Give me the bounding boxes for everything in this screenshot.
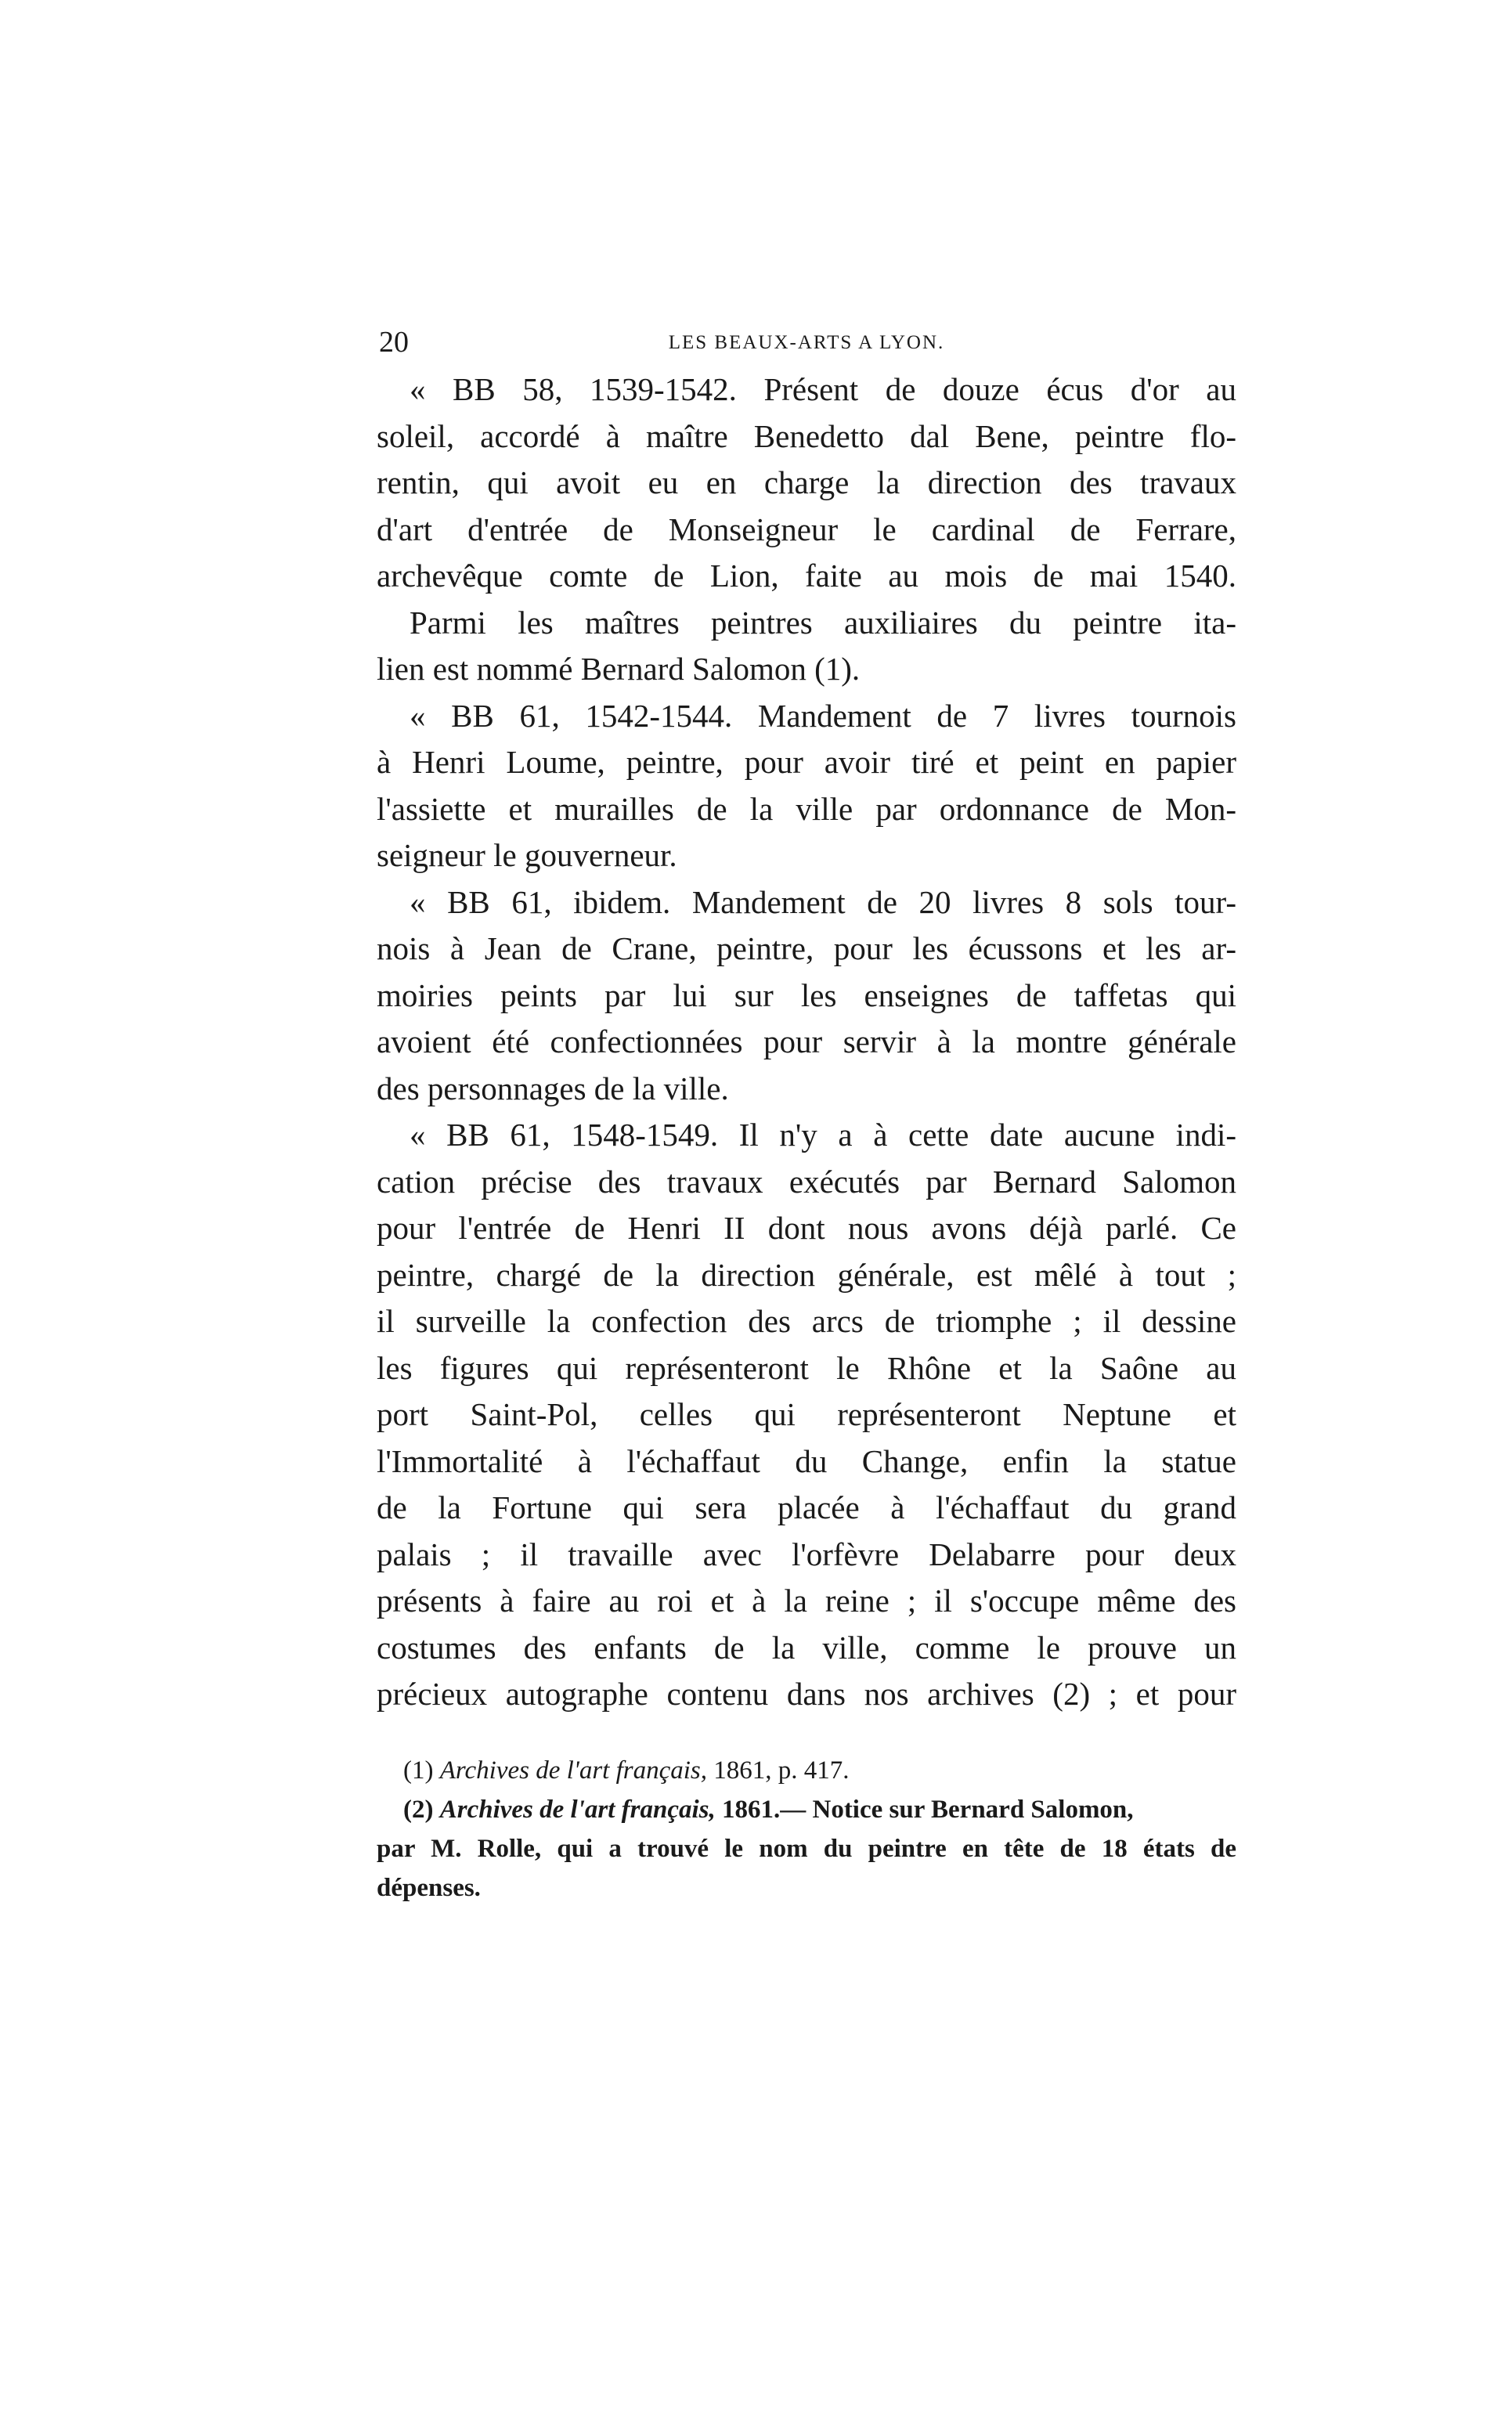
footnote-2-continuation: dépenses. (377, 1874, 481, 1902)
footnote-source-title: Archives de l'art français, (439, 1796, 716, 1824)
footnotes (377, 1751, 1236, 1908)
body-text (377, 366, 1236, 1718)
text-line: nois à Jean de Crane, peintre, pour les écussons et les ar- (377, 930, 1236, 966)
text-line: d'art d'entrée de Monseigneur le cardinal de Ferrare, (377, 511, 1236, 547)
text-line: rentin, qui avoit eu en charge la direction des travaux (377, 464, 1236, 500)
text-line: les figures qui représenteront le Rhône et la Saône au (377, 1349, 1236, 1386)
text-line: palais ; il travaille avec l'orfèvre Delabarre pour deux (377, 1536, 1236, 1572)
footnote-2 (377, 1790, 1236, 1829)
text-line: peintre, chargé de la direction générale, est mêlé à tout ; (377, 1256, 1236, 1293)
footnote-marker: (2) (403, 1796, 434, 1824)
text-line: présents à faire au roi et à la reine ; il s'occupe même des (377, 1583, 1236, 1619)
text-line: précieux autographe contenu dans nos archives (2) ; et pour (377, 1676, 1236, 1712)
footnote-source-title: Archives de l'art français, (439, 1756, 708, 1785)
text-line: « BB 61, 1542-1544. Mandement de 7 livres tournois (410, 697, 1236, 734)
running-title: LES BEAUX-ARTS A LYON. (668, 332, 945, 353)
page-header (379, 323, 1234, 362)
footnote-marker: (1) (403, 1756, 434, 1785)
text-line: seigneur le gouverneur. (377, 837, 677, 873)
text-line: « BB 58, 1539-1542. Présent de douze écus d'or au (410, 371, 1236, 407)
text-line: des personnages de la ville. (377, 1070, 729, 1106)
footnote-text: 1861.— Notice sur Bernard Salomon, (721, 1796, 1134, 1824)
footnote-1 (377, 1751, 1236, 1790)
text-line: pour l'entrée de Henri II dont nous avons déjà parlé. Ce (377, 1210, 1236, 1246)
page-number: 20 (379, 326, 409, 359)
text-line: port Saint-Pol, celles qui représenteront Neptune et (377, 1396, 1236, 1432)
footnote-2-continuation: par M. Rolle, qui a trouvé le nom du peintre en tête de 18 états de (377, 1835, 1236, 1863)
text-line: moiries peints par lui sur les enseignes de taffetas qui (377, 976, 1236, 1013)
footnote-text: 1861, p. 417. (713, 1756, 850, 1785)
text-line: soleil, accordé à maître Benedetto dal Bene, peintre flo- (377, 417, 1236, 454)
text-line: l'Immortalité à l'échaffaut du Change, enfin la statue (377, 1442, 1236, 1479)
text-line: cation précise des travaux exécutés par Bernard Salomon (377, 1163, 1236, 1200)
text-line: avoient été confectionnées pour servir à la montre générale (377, 1023, 1236, 1059)
text-line: « BB 61, 1548-1549. Il n'y a à cette date aucune indi- (410, 1117, 1236, 1153)
text-line: de la Fortune qui sera placée à l'échaffaut du grand (377, 1489, 1236, 1525)
text-line: lien est nommé Bernard Salomon (1). (377, 651, 861, 687)
text-line: il surveille la confection des arcs de triomphe ; il dessine (377, 1303, 1236, 1339)
text-line: costumes des enfants de la ville, comme le prouve un (377, 1629, 1236, 1666)
text-line: archevêque comte de Lion, faite au mois de mai 1540. (377, 558, 1236, 594)
text-line: « BB 61, ibidem. Mandement de 20 livres 8 sols tour- (410, 883, 1236, 920)
text-line: Parmi les maîtres peintres auxiliaires du peintre ita- (410, 604, 1236, 641)
text-line: à Henri Loume, peintre, pour avoir tiré et peint en papier (377, 744, 1236, 780)
text-line: l'assiette et murailles de la ville par ordonnance de Mon- (377, 790, 1236, 827)
